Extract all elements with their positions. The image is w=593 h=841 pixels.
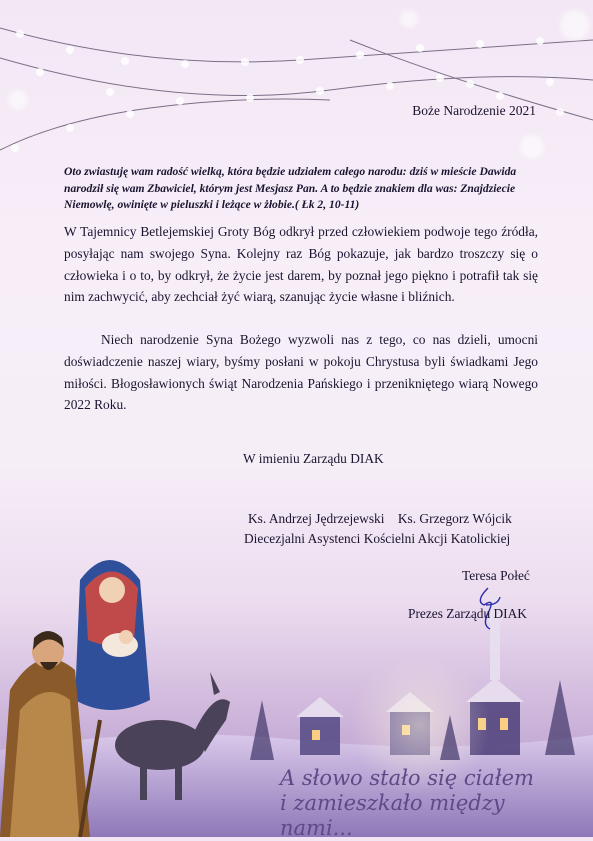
bokeh-light	[8, 90, 28, 110]
signatories-role: Diecezjalni Asystenci Kościelni Akcji Katolickiej	[244, 531, 511, 546]
caption-line-2: i zamieszkało między nami...	[280, 791, 505, 840]
caption-line-1: A słowo stało się ciałem	[280, 766, 534, 790]
mary-and-child	[75, 560, 150, 710]
president-role: Prezes Zarządu DIAK	[408, 606, 527, 621]
artwork-caption	[280, 766, 580, 841]
letter-paragraph-2: Niech narodzenie Syna Bożego wyzwoli nas z tego, co nas dzieli, umocni doświadczenie naszej wiary, byśmy posłani w pokoju Chrystusa byli świadkami Jego miłości. Błogosławionych świąt Narodzenia Pańskiego i przenikniętego wiarą Nowego 2022 Roku.	[64, 332, 538, 413]
letter-paragraph-1: W Tajemnicy Betlejemskiej Groty Bóg odkrył przed człowiekiem podwoje tego źródła, posyłając nam swojego Syna. Kolejny raz Bóg pokazuje, jak bardzo troszczy się o człowieka i o to, by odkrył, że życie jest darem, by poznał jego piękno i potrafił tak się nim zachwycić, aby zechciał żyć wiarą, szanując życie własne i bliźnich.	[64, 224, 538, 305]
signatories-names: Ks. Andrzej Jędrzejewski Ks. Grzegorz Wójcik	[248, 511, 512, 526]
bokeh-light	[400, 10, 418, 28]
scripture-quote: Oto zwiastuję wam radość wielką, która będzie udziałem całego narodu: dziś w mieście Dawida narodził się wam Zbawiciel, którym jest Mesjasz Pan. A to będzie znakiem dla was: Znajdziecie Niemowlę, owinięte w pieluszki i leżące w żłobie.( Łk 2, 10-11)	[64, 165, 517, 211]
string-lights-decoration	[0, 0, 593, 190]
on-behalf-line: W imieniu Zarządu DIAK	[243, 451, 384, 466]
president-name: Teresa Połeć	[462, 568, 530, 583]
bokeh-light	[520, 135, 544, 159]
bokeh-light	[560, 10, 590, 40]
letter-date: Boże Narodzenie 2021	[412, 103, 536, 118]
